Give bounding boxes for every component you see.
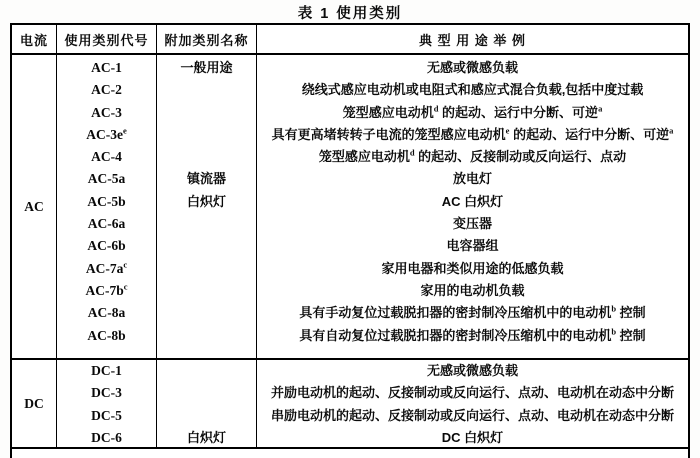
cell-example: 串励电动机的起动、反接制动或反向运行、点动、电动机在动态中分断 — [270, 407, 674, 423]
cell-name: 一般用途 — [180, 60, 233, 75]
current-label: DC — [24, 395, 44, 411]
cell-example: 家用的电动机负载 — [420, 282, 525, 298]
current-label: AC — [24, 198, 44, 214]
cell-code: $AC-7a^c$ — [85, 259, 128, 276]
cell-name — [157, 213, 256, 235]
cell-code: AC-6a — [87, 216, 126, 232]
header-cell-name: 附加类别名称 — [157, 25, 257, 53]
cell-name — [157, 325, 256, 347]
cell-example: 具有手动复位过载脱扣器的密封制冷压缩机中的电动机$^b$ 控制 — [299, 303, 646, 321]
current-cell — [12, 55, 57, 358]
cell-code: DC-1 — [91, 363, 122, 378]
cell-code: AC-8b — [87, 327, 126, 343]
cell-code: DC-6 — [91, 429, 122, 445]
cell-name: 白炽灯 — [186, 193, 226, 209]
current-cell — [12, 360, 57, 447]
cell-name — [157, 360, 256, 382]
cell-name — [157, 405, 256, 427]
cell-name — [157, 235, 256, 257]
cell-code: DC-3 — [91, 385, 122, 401]
cell-name — [157, 302, 256, 324]
cell-example: 变压器 — [452, 216, 492, 232]
header-cell-examples: 典 型 用 途 举 例 — [418, 32, 527, 48]
table-title: 表 1 使用类别 — [297, 6, 403, 22]
cell-code: AC-6b — [87, 238, 126, 254]
cell-example: 笼型感应电动机$^d$ 的起动、反接制动或反向运行、点动 — [318, 147, 627, 165]
cell-name — [157, 280, 256, 302]
cell-name — [157, 102, 256, 124]
section-ac — [12, 55, 688, 360]
usage-category-table — [10, 23, 690, 458]
cell-example: 具有自动复位过载脱扣器的密封制冷压缩机中的电动机$^b$ 控制 — [299, 326, 646, 343]
cell-name — [157, 79, 256, 101]
cell-code: AC-3 — [91, 104, 122, 120]
cell-name — [157, 382, 256, 404]
cell-code: $AC-3e^e$ — [86, 125, 127, 142]
cell-example: 具有更高堵转转子电流的笼型感应电动机$^e$ 的起动、运行中分断、可逆$^a$ — [271, 125, 674, 142]
column-category-names — [157, 360, 257, 447]
cell-name — [157, 258, 256, 280]
section-dc — [12, 360, 688, 449]
cell-code: DC-5 — [91, 407, 122, 423]
cell-example: 笼型感应电动机$^d$ 的起动、运行中分断、可逆$^a$ — [342, 103, 603, 120]
cell-example: 无感或微感负载 — [426, 363, 518, 378]
cell-example: 绕线式感应电动机或电阻式和感应式混合负载,包括中度过载 — [301, 82, 644, 98]
cell-example: 家用电器和类似用途的低感负载 — [381, 260, 564, 276]
cell-code: AC-4 — [91, 149, 122, 165]
column-category-codes — [57, 55, 157, 358]
cell-example: 并励电动机的起动、反接制动或反向运行、点动、电动机在动态中分断 — [270, 385, 674, 401]
column-typical-uses — [257, 360, 688, 447]
cell-name — [157, 146, 256, 168]
cell-name — [157, 124, 256, 146]
cell-code: AC-5a — [87, 171, 126, 187]
cell-code: $AC-7b^c$ — [85, 281, 128, 298]
table-header-row — [12, 25, 688, 55]
header-cell-code: 使用类别代号 — [57, 25, 157, 53]
cell-example: 放电灯 — [452, 171, 492, 187]
cell-name: 镇流器 — [186, 171, 226, 187]
column-category-codes — [57, 360, 157, 447]
cell-example: AC 白炽灯 — [441, 193, 504, 209]
column-category-names — [157, 55, 257, 358]
cell-code: AC-5b — [87, 193, 126, 209]
cell-name: 白炽灯 — [186, 429, 226, 445]
cell-code: AC-1 — [91, 60, 122, 75]
cell-code: AC-2 — [91, 82, 122, 98]
column-typical-uses — [257, 55, 688, 358]
cell-example: 无感或微感负载 — [426, 60, 518, 75]
cell-example: 电容器组 — [446, 238, 499, 254]
cell-example: DC 白炽灯 — [441, 429, 504, 445]
header-cell-current: 电流 — [12, 25, 57, 53]
cell-code: AC-8a — [87, 305, 126, 321]
